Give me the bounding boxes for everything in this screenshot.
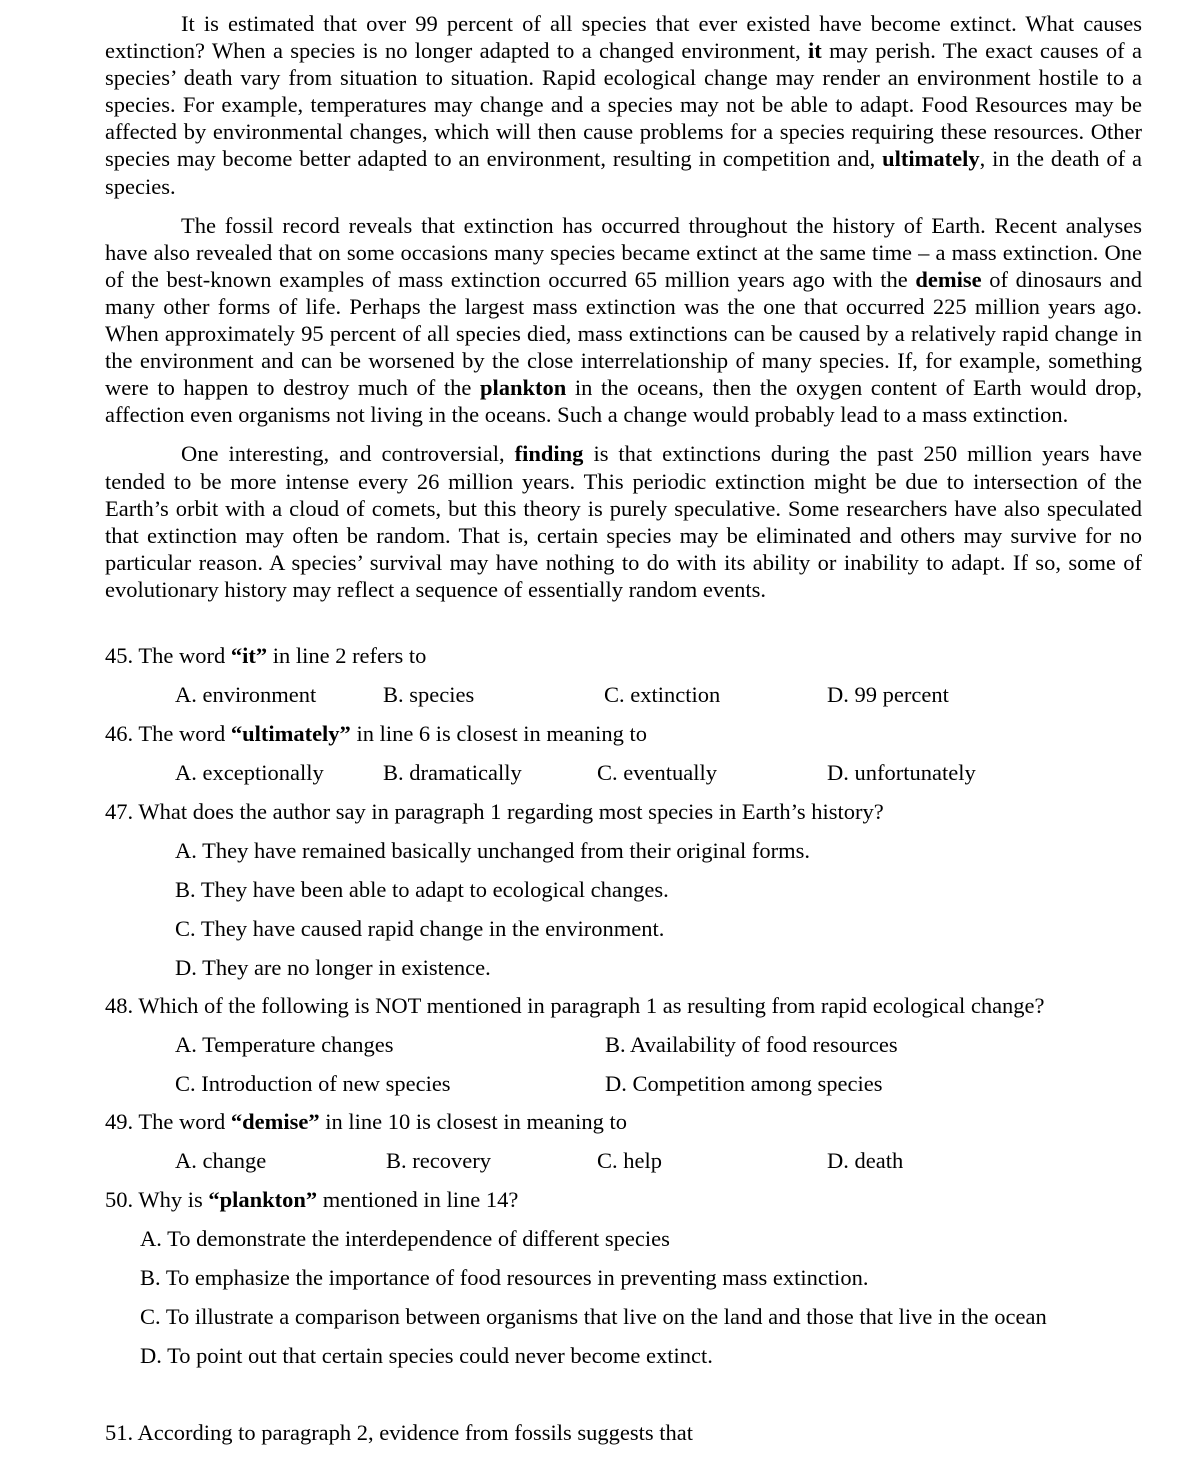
question-46 [105, 720, 647, 747]
question-51: 51. According to paragraph 2, evidence from fossils suggests that [105, 1420, 693, 1445]
q46-option-a[interactable]: A. exceptionally [175, 760, 324, 785]
q49-option-b[interactable]: B. recovery [386, 1148, 491, 1173]
p3-keyword-finding: finding [514, 441, 584, 467]
q50-option-d[interactable]: D. To point out that certain species could never become extinct. [140, 1343, 713, 1368]
p2-keyword-plankton: plankton [479, 375, 567, 401]
q45-option-a[interactable]: A. environment [175, 682, 317, 707]
q50-text: 50. Why is [105, 1187, 209, 1212]
q49-keyword: “demise” [230, 1109, 320, 1134]
q45-option-b[interactable]: B. species [383, 682, 475, 707]
paragraph-3 [105, 440, 1142, 603]
p1-text-3: , in the death of a species. [105, 146, 1143, 199]
q50-option-a[interactable]: A. To demonstrate the interdependence of different species [140, 1226, 670, 1251]
p1-keyword-ultimately: ultimately [882, 146, 980, 172]
p2-keyword-demise: demise [915, 266, 982, 292]
paragraph-2 [105, 212, 1142, 429]
p3-text-2: is that extinctions during the past 250 million years have tended to be more intense every 26 million years. This periodic extinction might be due to intersection of the Earth’s orbit with a cloud of comets, but this theory is purely speculative. Some researchers have also speculated that extinction may often be random. That is, certain species may be eliminated and others may survive for no particular reason. A species’ survival may have nothing to do with its ability or inability to adapt. If so, some of evolutionary history may reflect a sequence of essentially random events. [105, 441, 1143, 602]
q46-option-b[interactable]: B. dramatically [383, 760, 522, 785]
q47-option-a[interactable]: A. They have remained basically unchanged from their original forms. [175, 838, 810, 863]
p1-keyword-it: it [808, 38, 822, 64]
q45-keyword: “it” [230, 643, 268, 668]
q46-text-end: in line 6 is closest in meaning to [350, 721, 648, 746]
q47-option-d[interactable]: D. They are no longer in existence. [175, 955, 491, 980]
q50-keyword: “plankton” [208, 1187, 318, 1212]
p2-text-1: The fossil record reveals that extinction has occurred throughout the history of Earth. Recent analyses have also revealed that on some occasions many species became extinct at the same time – a mass extinction. One of the best-known examples of mass extinction occurred 65 million years ago with the [105, 212, 1142, 292]
q46-option-c[interactable]: C. eventually [597, 760, 717, 785]
q48-option-a[interactable]: A. Temperature changes [175, 1032, 394, 1057]
q49-option-a[interactable]: A. change [175, 1148, 267, 1173]
q45-option-d[interactable]: D. 99 percent [827, 682, 949, 707]
question-50 [105, 1186, 518, 1213]
q48-option-c[interactable]: C. Introduction of new species [175, 1071, 451, 1096]
q50-option-c[interactable]: C. To illustrate a comparison between organisms that live on the land and those that live in the ocean [140, 1304, 1047, 1329]
paragraph-1 [105, 10, 1142, 200]
q47-option-b[interactable]: B. They have been able to adapt to ecological changes. [175, 877, 669, 902]
q45-text: 45. The word [105, 643, 231, 668]
question-47: 47. What does the author say in paragraph 1 regarding most species in Earth’s history? [105, 799, 884, 824]
question-48: 48. Which of the following is NOT mentioned in paragraph 1 as resulting from rapid ecological change? [105, 993, 1045, 1018]
q46-keyword: “ultimately” [230, 721, 351, 746]
p1-text-2: may perish. The exact causes of a species’ death vary from situation to situation. Rapid ecological change may render an environment hostile to a species. For example, temperatures may change and a species may not be able to adapt. Food Resources may be affected by environmental changes, which will then cause problems for a species requiring these resources. Other species may become better adapted to an environment, resulting in competition and, [105, 38, 1143, 172]
p2-text-2: of dinosaurs and many other forms of life. Perhaps the largest mass extinction was the one that occurred 225 million years ago. When approximately 95 percent of all species died, mass extinctions can be caused by a relatively rapid change in the environment and can be worsened by the close interrelationship of many species. If, for example, something were to happen to destroy much of the [105, 266, 1143, 401]
q46-option-d[interactable]: D. unfortunately [827, 760, 976, 785]
q49-text: 49. The word [105, 1109, 231, 1134]
p3-text-1: One interesting, and controversial, [181, 441, 505, 467]
reading-passage [105, 10, 1142, 603]
q45-text-end: in line 2 refers to [267, 643, 427, 668]
question-49 [105, 1108, 627, 1135]
q47-option-c[interactable]: C. They have caused rapid change in the environment. [175, 916, 665, 941]
q48-option-b[interactable]: B. Availability of food resources [605, 1032, 898, 1057]
q50-option-b[interactable]: B. To emphasize the importance of food resources in preventing mass extinction. [140, 1265, 869, 1290]
question-45 [105, 642, 426, 669]
q48-option-d[interactable]: D. Competition among species [605, 1071, 883, 1096]
q49-option-d[interactable]: D. death [827, 1148, 904, 1173]
q49-option-c[interactable]: C. help [597, 1148, 662, 1173]
q49-text-end: in line 10 is closest in meaning to [319, 1109, 628, 1134]
p1-text-1: It is estimated that over 99 percent of all species that ever existed have become extinct. What causes extinction? When a species is no longer adapted to a changed environment, [105, 11, 1142, 64]
q45-option-c[interactable]: C. extinction [604, 682, 721, 707]
q50-text-end: mentioned in line 14? [317, 1187, 519, 1212]
p2-text-3: in the oceans, then the oxygen content of Earth would drop, affection even organisms not living in the oceans. Such a change would probably lead to a mass extinction. [105, 375, 1143, 428]
q46-text: 46. The word [105, 721, 231, 746]
